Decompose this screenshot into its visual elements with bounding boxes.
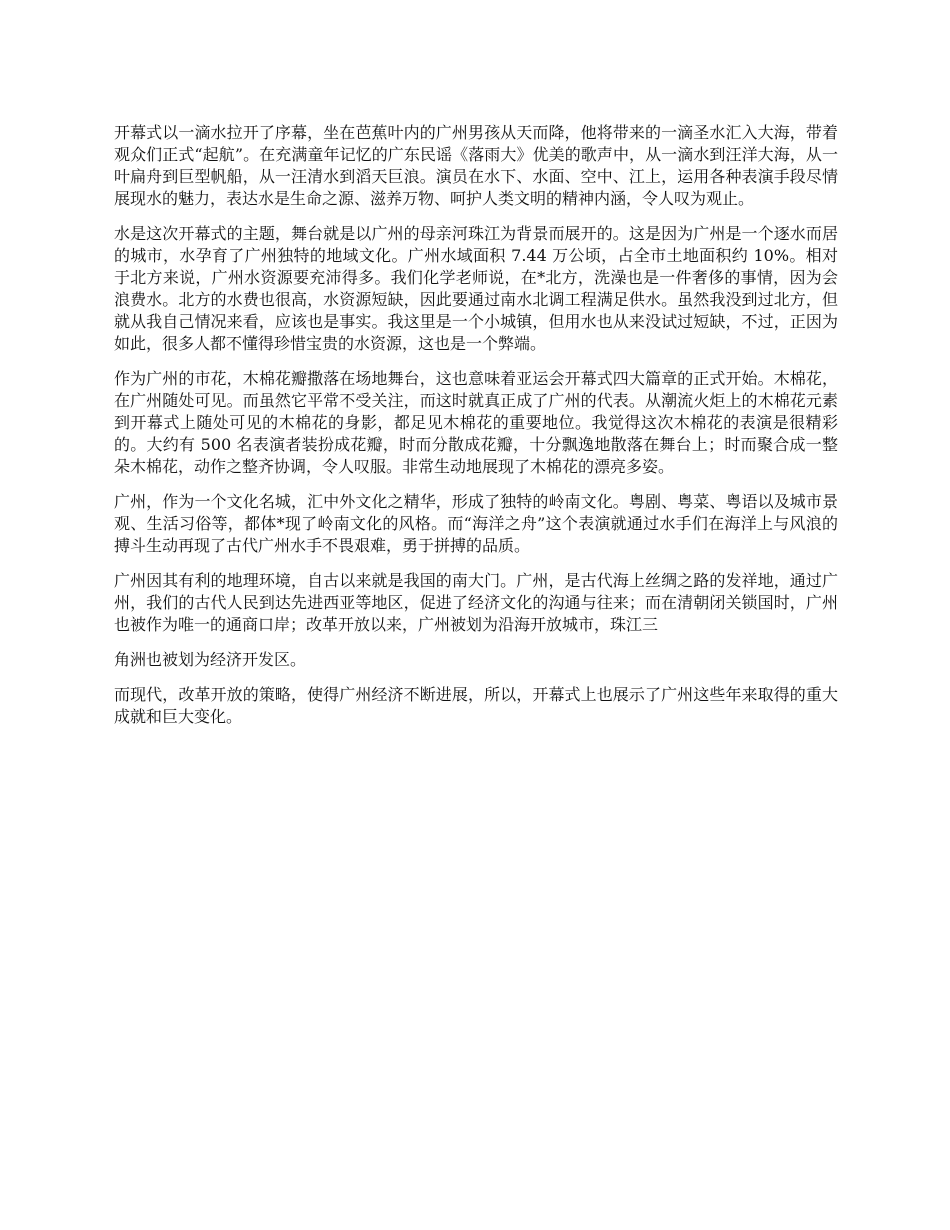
paragraph-pearl-delta: 角洲也被划为经济开发区。 bbox=[114, 650, 307, 669]
paragraph-modern-reform: 而现代，改革开放的策略，使得广州经济不断进展，所以，开幕式上也展示了广州这些年来取得的重大成就和巨大变化。 bbox=[114, 685, 838, 726]
paragraph-opening-ceremony: 开幕式以一滴水拉开了序幕，坐在芭蕉叶内的广州男孩从天而降，他将带来的一滴圣水汇入大海，带着观众们正式“起航”。在充满童年记忆的广东民谣《落雨大》优美的歌声中，从一滴水到汪洋大海，从一叶扁舟到巨型帆船，从一汪清水到滔天巨浪。演员在水下、水面、空中、江上，运用各种表演手段尽情展现水的魅力，表达水是生命之源、滋养万物、呵护人类文明的精神内涵，令人叹为观止。 bbox=[114, 123, 838, 208]
paragraph-kapok-flower: 作为广州的市花，木棉花瓣撒落在场地舞台，这也意味着亚运会开幕式四大篇章的正式开始。木棉花，在广州随处可见。而虽然它平常不受关注，而这时就真正成了广州的代表。从潮流火炬上的木棉花元素到开幕式上随处可见的木棉花的身影，都足见木棉花的重要地位。我觉得这次木棉花的表演是很精彩的。大约有 500 名表演者装扮成花瓣，时而分散成花瓣，十分飘逸地散落在舞台上；时而聚合成一整朵木棉花，动作之整齐协调，令人叹服。非常生动地展现了木棉花的漂亮多姿。 bbox=[114, 369, 838, 476]
paragraph-southern-gate: 广州因其有利的地理环境，自古以来就是我国的南大门。广州，是古代海上丝绸之路的发祥地，通过广州，我们的古代人民到达先进西亚等地区，促进了经济文化的沟通与往来；而在清朝闭关锁国时，广州也被作为唯一的通商口岸；改革开放以来，广州被划为沿海开放城市，珠江三 bbox=[114, 571, 838, 634]
paragraph-lingnan-culture: 广州，作为一个文化名城，汇中外文化之精华，形成了独特的岭南文化。粤剧、粤菜、粤语以及城市景观、生活习俗等，都体*现了岭南文化的风格。而“海洋之舟”这个表演就通过水手们在海洋上与风浪的搏斗生动再现了古代广州水手不畏艰难，勇于拼搏的品质。 bbox=[114, 492, 838, 555]
document-body bbox=[114, 122, 838, 741]
paragraph-water-theme: 水是这次开幕式的主题，舞台就是以广州的母亲河珠江为背景而展开的。这是因为广州是一个逐水而居的城市，水孕育了广州独特的地域文化。广州水域面积 7.44 万公顷，占全市土地面积约 10%。相对于北方来说，广州水资源要充沛得多。我们化学老师说，在*北方，洗澡也是一件奢侈的事情，因为会浪费水。北方的水费也很高，水资源短缺，因此要通过南水北调工程满足供水。虽然我没到过北方，但就从我自己情况来看，应该也是事实。我这里是一个小城镇，但用水也从来没试过短缺，不过，正因为如此，很多人都不懂得珍惜宝贵的水资源，这也是一个弊端。 bbox=[114, 224, 838, 353]
